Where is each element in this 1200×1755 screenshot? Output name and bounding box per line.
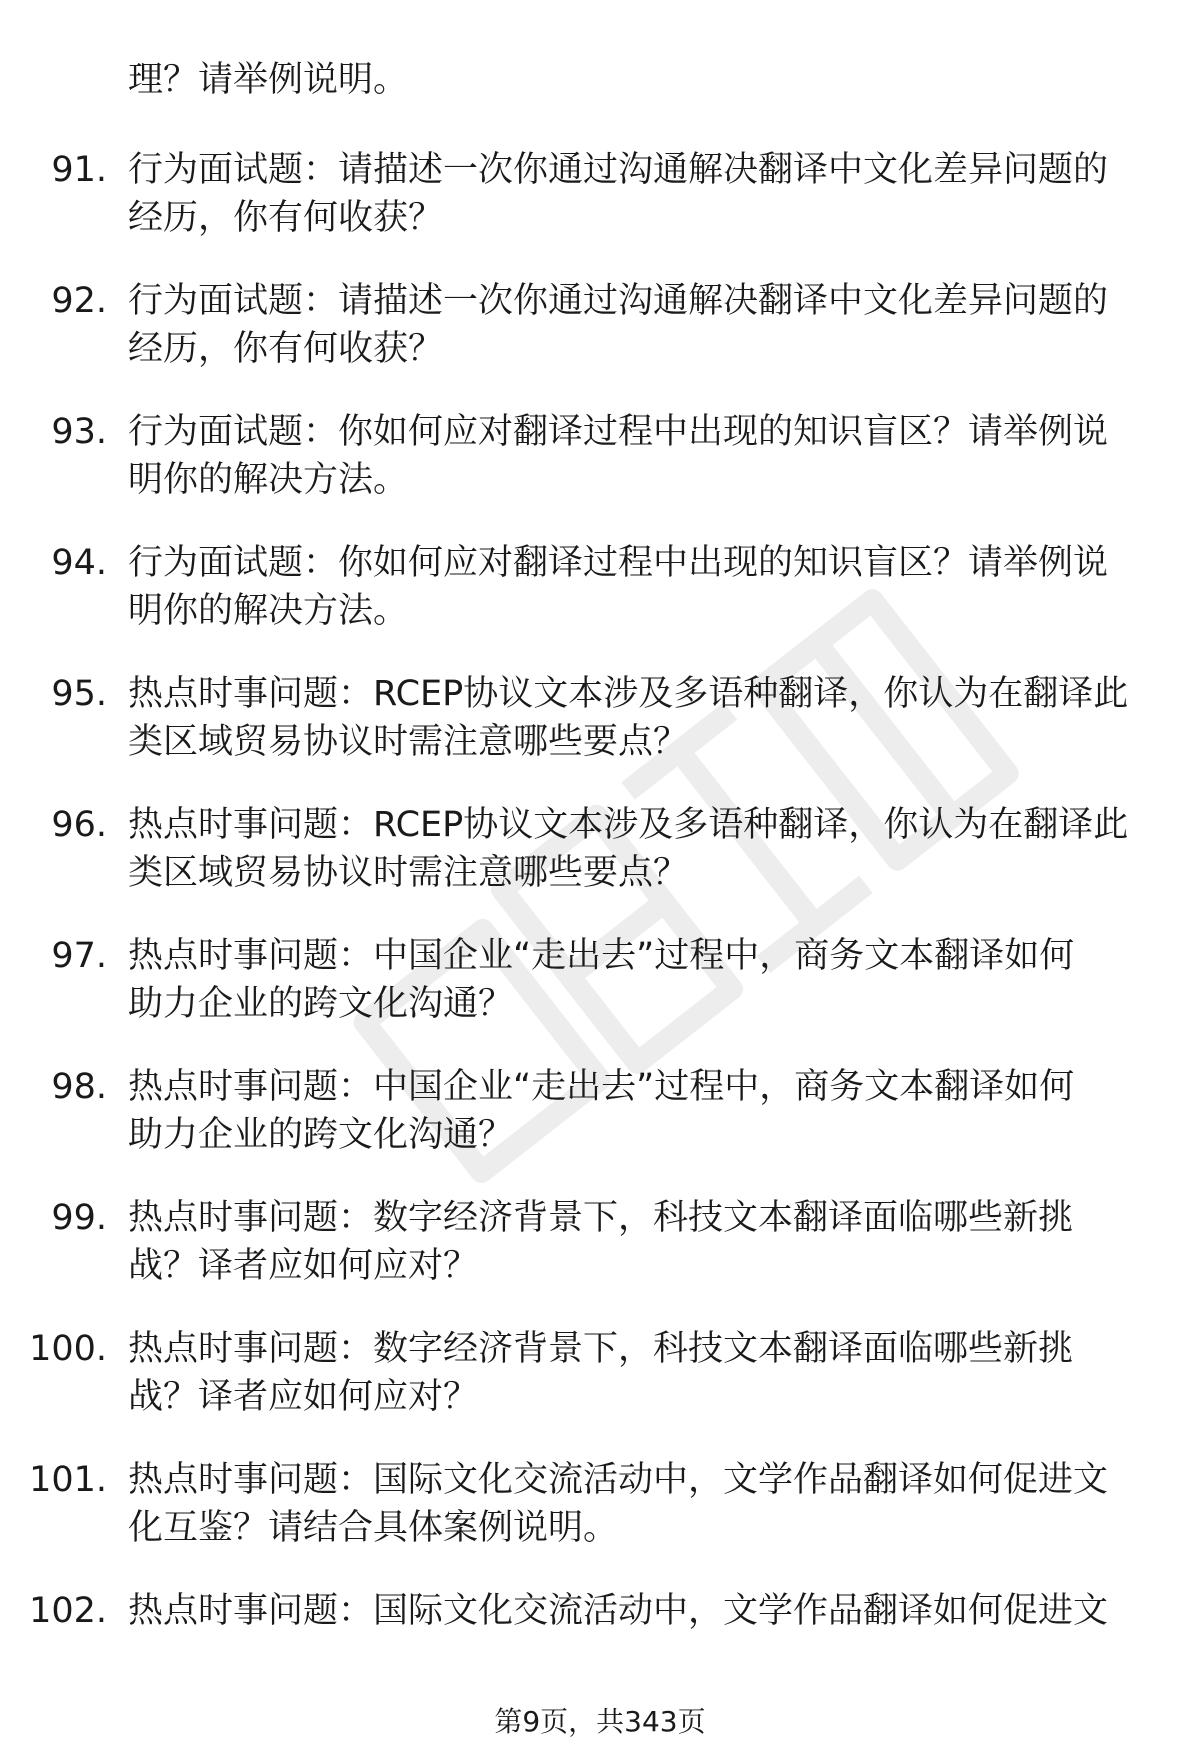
item-number: 96. [51,805,107,845]
item-number: 102. [29,1591,107,1631]
item-text: 行为面试题：请描述一次你通过沟通解决翻译中文化差异问题的 经历，你有何收获？ [128,150,1109,238]
list-item [0,932,1200,1063]
item-number: 98. [51,1067,107,1107]
item-number: 101. [29,1460,107,1500]
list-item [0,1456,1200,1587]
list-item [0,146,1200,277]
list-item [0,408,1200,539]
item-text: 热点时事问题：国际文化交流活动中，文学作品翻译如何促进文 化互鉴？请结合具体案例说明。 [128,1460,1109,1548]
item-number: 99. [51,1198,107,1238]
item-number: 95. [51,674,107,714]
item-text: 热点时事问题：数字经济背景下，科技文本翻译面临哪些新挑 战？译者应如何应对？ [128,1198,1074,1286]
list-item [0,539,1200,670]
question-list [0,56,1200,1718]
list-item [0,277,1200,408]
list-item [0,1325,1200,1456]
item-text: 行为面试题：你如何应对翻译过程中出现的知识盲区？请举例说 明你的解决方法。 [128,543,1109,631]
item-text: 理？请举例说明。 [128,60,409,100]
item-text: 热点时事问题：RCEP协议文本涉及多语种翻译，你认为在翻译此 类区域贸易协议时需注意哪些要点？ [128,674,1129,762]
list-item [0,670,1200,801]
list-item [0,801,1200,932]
list-item [0,1194,1200,1325]
list-item [0,56,1200,146]
item-text: 热点时事问题：国际文化交流活动中，文学作品翻译如何促进文 [128,1591,1109,1631]
item-number: 100. [29,1329,107,1369]
item-number: 92. [51,281,107,321]
list-item [0,1063,1200,1194]
item-number: 91. [51,150,107,190]
page-footer: 第9页，共343页 [494,1705,706,1738]
item-number: 93. [51,412,107,452]
item-text: 热点时事问题：RCEP协议文本涉及多语种翻译，你认为在翻译此 类区域贸易协议时需注意哪些要点？ [128,805,1129,893]
item-text: 热点时事问题：中国企业“走出去”过程中，商务文本翻译如何 助力企业的跨文化沟通？ [128,1067,1075,1155]
item-text: 行为面试题：请描述一次你通过沟通解决翻译中文化差异问题的 经历，你有何收获？ [128,281,1109,369]
item-text: 热点时事问题：数字经济背景下，科技文本翻译面临哪些新挑 战？译者应如何应对？ [128,1329,1074,1417]
item-number: 97. [51,936,107,976]
item-number: 94. [51,543,107,583]
list-item [0,1587,1200,1718]
item-text: 热点时事问题：中国企业“走出去”过程中，商务文本翻译如何 助力企业的跨文化沟通？ [128,936,1075,1024]
item-text: 行为面试题：你如何应对翻译过程中出现的知识盲区？请举例说 明你的解决方法。 [128,412,1109,500]
